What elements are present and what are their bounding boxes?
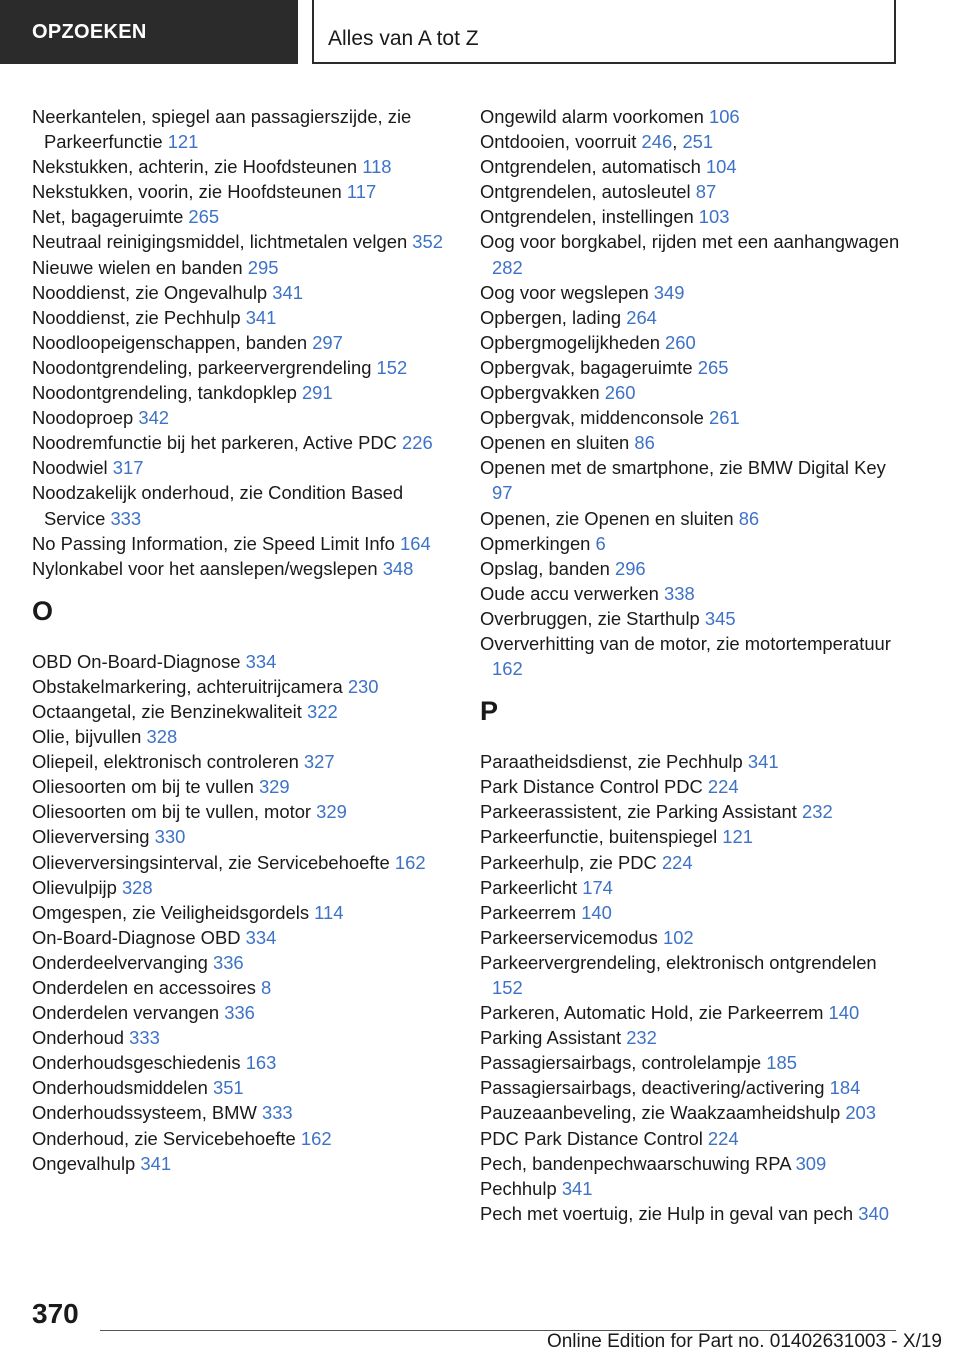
index-entry [480,1176,900,1201]
index-entry-term: Parkeerrem [480,901,582,923]
page-reference-link[interactable]: 327 [303,751,335,773]
index-entry-term: Pauzeaanbeveling, zie Waakzaamheidshulp [480,1102,846,1124]
page-reference-link[interactable]: 163 [245,1052,277,1074]
index-entry [32,480,452,530]
page-reference-link[interactable]: 348 [382,557,414,579]
index-entry [480,229,900,279]
index-entry [32,531,452,556]
page-reference-link[interactable]: 8 [261,977,272,998]
page-reference-link[interactable]: 224 [661,851,693,873]
index-entry-term: Parkeren, Automatic Hold, zie Parkeerrem [480,1002,829,1024]
index-entry [32,1000,452,1025]
index-entry [480,875,900,900]
index-entry-term: Ongewild alarm voorkomen [480,106,709,127]
page-reference-link[interactable]: 162 [394,851,426,873]
page-reference-link[interactable]: 297 [312,331,343,353]
index-entry [32,355,452,380]
page-reference-link[interactable]: 328 [146,726,178,748]
index-entry-term: Pechhulp [480,1177,562,1199]
index-entry [32,724,452,749]
page-reference-link[interactable]: 336 [212,951,244,973]
index-entry-term: Openen, zie Openen en sluiten [480,507,739,529]
index-entry-term: Noodwiel [32,457,113,479]
index-entry [32,649,452,674]
index-entry [32,674,452,699]
index-entry-term: Olie, bijvullen [32,726,147,748]
index-entry-term: Pech met voertuig, zie Hulp in geval van pech [480,1202,859,1224]
index-entry [480,506,900,531]
page-reference-link[interactable]: 164 [400,532,431,554]
page-reference-link[interactable]: 140 [581,901,612,923]
page-reference-link[interactable]: 265 [188,206,220,228]
index-entry-term: Oliepeil, elektronisch controleren [32,751,304,773]
page-reference-link[interactable]: 349 [653,281,685,303]
page-reference-link[interactable]: 309 [795,1152,827,1174]
page-reference-link[interactable]: 341 [747,751,779,773]
chapter-title: Alles van A tot Z [312,0,896,64]
index-entry [480,104,900,129]
index-entry [480,1126,900,1151]
page-reference-link[interactable]: 118 [362,156,392,178]
page-reference-link[interactable]: 296 [614,557,646,579]
index-entry-term: Onderdelen en accessoires [32,977,261,998]
page-reference-link[interactable]: 246 [641,131,673,153]
index-entry-term: Noodoproep [32,407,139,429]
page-reference-link[interactable]: 117 [346,181,377,203]
index-entry-term: Nieuwe wielen en banden [32,256,248,278]
index-entry [480,1000,900,1025]
index-entry [480,305,900,330]
index-entry [32,1151,452,1176]
page-reference-link[interactable]: 333 [110,507,142,529]
index-entry-term: Noodloopeigenschappen, banden [32,331,313,353]
index-entry-term: Neerkantelen, spiegel aan passagierszijde, zie Parkeerfunctie [32,106,412,153]
index-entry [480,850,900,875]
page-reference-link[interactable]: 6 [595,532,606,554]
page-reference-link[interactable]: 185 [766,1052,797,1074]
page-reference-link[interactable]: 322 [307,700,338,722]
index-entry-term: No Passing Information, zie Speed Limit Info [32,532,401,554]
index-entry [480,330,900,355]
page-reference-link[interactable]: 203 [845,1102,877,1124]
index-entry-term: Nekstukken, achterin, zie Hoofdsteunen [32,156,363,178]
page-reference-link[interactable]: 162 [492,658,523,680]
index-entry [480,581,900,606]
page-reference-link[interactable]: 224 [707,776,739,798]
index-entry [480,1100,900,1125]
page-reference-link[interactable]: 230 [347,675,379,697]
index-entry [32,799,452,824]
page-reference-link[interactable]: 334 [245,926,277,948]
index-entry-term: PDC Park Distance Control [480,1127,708,1149]
index-entry [480,380,900,405]
page-reference-link[interactable]: 333 [129,1027,160,1049]
page-reference-link[interactable]: 102 [662,926,694,948]
page-reference-link[interactable]: 261 [709,407,740,429]
index-entry-term: Nooddienst, zie Pechhulp [32,306,246,328]
index-entry [32,305,452,330]
index-entry-term: Onderhoudsgeschiedenis [32,1052,246,1074]
index-entry [32,774,452,799]
index-entry-term: Onderdelen vervangen [32,1002,225,1024]
index-entry [32,900,452,925]
page-reference-link[interactable]: 351 [212,1077,244,1099]
page-reference-link[interactable]: 334 [245,650,277,672]
index-entry [32,154,452,179]
index-entry [32,925,452,950]
index-entry-term: Parkeerhulp, zie PDC [480,851,662,873]
index-entry [32,104,452,154]
index-entry-term: Noodontgrendeling, parkeervergrendeling [32,356,377,378]
index-entry-term: Onderdeelvervanging [32,951,213,973]
index-entry [480,154,900,179]
page-reference-link[interactable]: 162 [300,1127,332,1149]
index-entry-term: Noodzakelijk onderhoud, zie Condition Based Service [32,482,404,529]
page-reference-link[interactable]: 260 [604,382,636,404]
page-reference-link[interactable]: 295 [247,256,279,278]
index-entry [32,204,452,229]
index-entry-term: Net, bagageruimte [32,206,189,228]
page-reference-link[interactable]: 329 [258,776,290,798]
index-entry-term: Opbergvakken [480,382,605,404]
page-reference-link[interactable]: 340 [858,1202,889,1224]
index-entry [480,1025,900,1050]
index-entry-term: Opmerkingen [480,532,596,554]
index-entry [32,179,452,204]
index-entry-term: Nekstukken, voorin, zie Hoofdsteunen [32,181,347,203]
page-reference-link[interactable]: 330 [154,826,186,848]
page-reference-link[interactable]: 341 [245,306,277,328]
index-entry [32,380,452,405]
index-entry [480,950,900,1000]
index-entry-term: Nylonkabel voor het aanslepen/wegslepen [32,557,383,579]
index-entry-term: Passagiersairbags, deactivering/activering [480,1077,830,1099]
index-entry [32,229,452,254]
index-entry-term: Obstakelmarkering, achteruitrijcamera [32,675,348,697]
index-entry-term: Ontgrendelen, autosleutel [480,181,696,203]
index-entry-term: Parkeerlicht [480,876,583,898]
index-entry [32,950,452,975]
index-entry [480,749,900,774]
index-entry [32,556,452,581]
index-entry [32,330,452,355]
index-entry-term: Octaangetal, zie Benzinekwaliteit [32,700,307,722]
index-entry-term: Oververhitting van de motor, zie motortemperatuur [480,632,891,654]
page-reference-link[interactable]: 265 [697,356,729,378]
index-entry [32,875,452,900]
index-entry [32,455,452,480]
index-entry [480,824,900,849]
index-entry-term: Opbergvak, bagageruimte [480,356,698,378]
page-reference-link[interactable]: 282 [492,256,523,278]
page-reference-link[interactable]: 345 [704,607,736,629]
page-reference-link[interactable]: 342 [138,407,170,429]
page-reference-link[interactable]: 341 [140,1152,172,1174]
page-reference-link[interactable]: 184 [829,1077,861,1099]
index-entry [480,1201,900,1226]
index-entry-term: Paraatheidsdienst, zie Pechhulp [480,751,748,773]
index-entry [480,631,900,681]
page-separator: , [672,131,683,153]
index-entry-term: Passagiersairbags, controlelampje [480,1052,767,1074]
page-reference-link[interactable]: 114 [314,901,344,923]
index-column-right [480,104,900,1226]
index-column-left [32,104,452,1176]
page-reference-link[interactable]: 121 [167,131,199,153]
index-entry [32,749,452,774]
index-entry-term: Oog voor wegslepen [480,281,654,303]
page-reference-link[interactable]: 329 [316,801,347,823]
page-reference-link[interactable]: 260 [665,331,696,353]
index-entry [480,455,900,505]
page-reference-link[interactable]: 174 [582,876,613,898]
index-entry-term: Onderhoudsmiddelen [32,1077,213,1099]
index-entry [480,430,900,455]
index-entry [480,900,900,925]
page-reference-link[interactable]: 341 [561,1177,593,1199]
page-reference-link[interactable]: 121 [722,826,753,848]
index-entry [32,1075,452,1100]
index-entry-term: Opbergen, lading [480,306,627,328]
index-entry-term: Openen en sluiten [480,432,635,454]
index-entry-term: Oog voor borgkabel, rijden met een aanhangwagen [480,231,900,253]
index-entry-term: Park Distance Control PDC [480,776,708,798]
index-entry [480,774,900,799]
page-reference-link[interactable]: 86 [738,507,760,529]
page-reference-link[interactable]: 333 [261,1102,293,1124]
index-entry [480,179,900,204]
index-entry [32,430,452,455]
page-reference-link[interactable]: 152 [376,356,408,378]
index-entry-term: Parkeerfunctie, buitenspiegel [480,826,723,848]
page-reference-link[interactable]: 336 [224,1002,255,1024]
index-entry [32,850,452,875]
index-entry-term: Onderhoud, zie Servicebehoefte [32,1127,301,1149]
page-reference-link[interactable]: 106 [708,106,740,127]
index-entry-term: Opbergvak, middenconsole [480,407,709,429]
page-reference-link[interactable]: 328 [121,876,153,898]
index-entry-term: Olieverversingsinterval, zie Servicebehoefte [32,851,395,873]
index-entry [480,556,900,581]
index-entry [32,1126,452,1151]
index-entry [32,280,452,305]
index-entry-term: Pech, bandenpechwaarschuwing RPA [480,1152,796,1174]
index-entry [32,699,452,724]
page-reference-link[interactable]: 341 [272,281,303,303]
index-entry [480,204,900,229]
index-entry-term: Ontgrendelen, instellingen [480,206,699,228]
index-entry [32,1025,452,1050]
index-entry-term: Neutraal reinigingsmiddel, lichtmetalen velgen [32,231,413,253]
index-entry-term: Oude accu verwerken [480,582,664,604]
index-entry-term: Oliesoorten om bij te vullen [32,776,259,798]
index-entry-term: On-Board-Diagnose OBD [32,926,246,948]
index-entry [480,1151,900,1176]
index-entry [480,280,900,305]
section-tab: OPZOEKEN [0,0,298,64]
index-entry-term: Openen met de smartphone, zie BMW Digital Key [480,457,886,479]
index-entry-term: Olieverversing [32,826,155,848]
index-entry [32,255,452,280]
index-entry [480,925,900,950]
index-entry-term: Ongevalhulp [32,1152,141,1174]
index-entry-term: Onderhoudssysteem, BMW [32,1102,262,1124]
index-entry [32,1050,452,1075]
index-entry [480,799,900,824]
index-entry-term: Ontgrendelen, automatisch [480,156,706,178]
index-entry [32,975,452,1000]
index-entry-term: Ontdooien, voorruit [480,131,642,153]
index-entry-term: Noodremfunctie bij het parkeren, Active PDC [32,432,403,454]
index-letter-heading: O [32,595,54,626]
page-reference-link[interactable]: 232 [801,801,833,823]
page-reference-link[interactable]: 251 [682,131,714,153]
index-entry-term: Parking Assistant [480,1027,627,1049]
index-entry-term: Noodontgrendeling, tankdopklep [32,382,302,404]
index-entry-term: Overbruggen, zie Starthulp [480,607,705,629]
index-entry-term: Nooddienst, zie Ongevalhulp [32,281,273,303]
page-number: 370 [32,1298,79,1329]
index-entry [480,405,900,430]
index-entry-term: Olievulpijp [32,876,122,898]
index-entry [480,1050,900,1075]
page-reference-link[interactable]: 103 [698,206,730,228]
index-entry [32,405,452,430]
index-entry [480,129,900,154]
page-reference-link[interactable]: 87 [695,181,717,203]
edition-footer: Online Edition for Part no. 01402631003 - X/19 [543,1331,942,1353]
index-entry-term: OBD On-Board-Diagnose [32,650,246,672]
page-reference-link[interactable]: 140 [828,1002,860,1024]
page-reference-link[interactable]: 264 [626,306,657,328]
index-entry [480,606,900,631]
index-letter-heading: P [480,696,499,727]
index-entry [480,531,900,556]
page-reference-link[interactable]: 226 [402,432,433,454]
page-reference-link[interactable]: 86 [634,432,655,454]
index-entry [480,355,900,380]
index-entry-term: Omgespen, zie Veiligheidsgordels [32,901,315,923]
index-entry-term: Parkeerservicemodus [480,926,663,948]
page-reference-link[interactable]: 224 [707,1127,739,1149]
index-entry-term: Opbergmogelijkheden [480,331,666,353]
index-entry-term: Oliesoorten om bij te vullen, motor [32,801,317,823]
index-entry-term: Parkeerassistent, zie Parking Assistant [480,801,802,823]
index-entry [480,1075,900,1100]
page-reference-link[interactable]: 352 [412,231,443,253]
page-reference-link[interactable]: 232 [626,1027,657,1049]
page-reference-link[interactable]: 338 [664,582,695,604]
index-entry-term: Onderhoud [32,1027,130,1049]
index-entry [32,824,452,849]
page-reference-link[interactable]: 152 [492,977,523,998]
index-entry-term: Parkeervergrendeling, elektronisch ontgrendelen [480,951,877,973]
page-reference-link[interactable]: 97 [492,482,513,504]
page-reference-link[interactable]: 104 [705,156,737,178]
page-reference-link[interactable]: 291 [301,382,333,404]
index-entry [32,1100,452,1125]
index-entry-term: Opslag, banden [480,557,615,579]
page-reference-link[interactable]: 317 [112,457,144,479]
